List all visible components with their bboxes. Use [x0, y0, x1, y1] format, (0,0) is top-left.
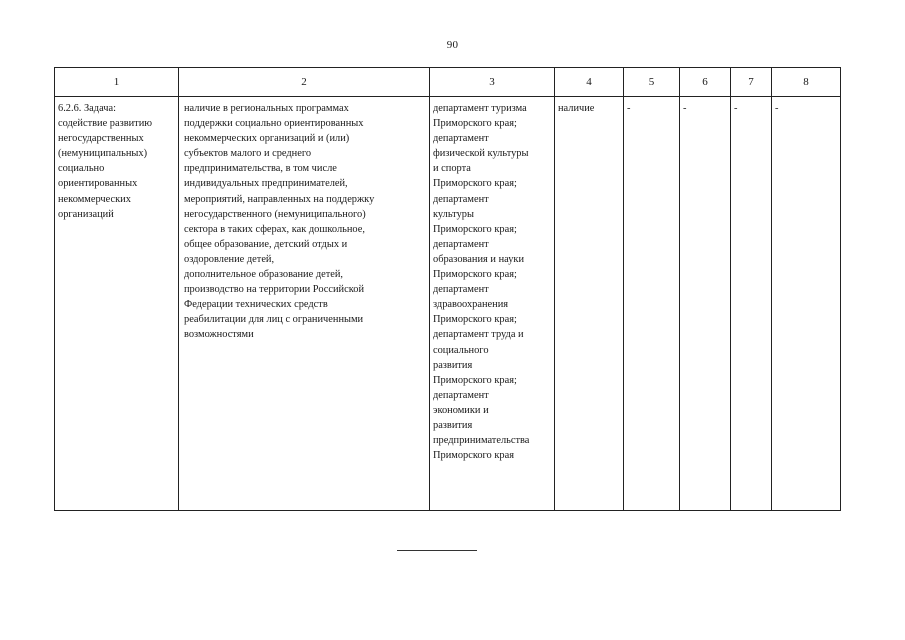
header-cell-4: 4: [555, 68, 624, 97]
header-cell-5: 5: [624, 68, 680, 97]
document-table: [54, 67, 841, 511]
col5-cell: [624, 97, 680, 511]
col7-cell: [731, 97, 772, 511]
header-cell-8: 8: [772, 68, 841, 97]
task-text: 6.2.6. Задача: содействие развитию негосударственных (немуниципальных) социально ориентированных некоммерческих организаций: [58, 103, 153, 220]
table-row: [55, 97, 841, 511]
task-cell: [55, 97, 179, 511]
col5-text: -: [627, 103, 631, 114]
responsible-text: департамент туризма Приморского края; департамент физической культуры и спорта Приморского края; департамент культуры Приморского края; департамент образования и науки Приморского края; департамент здравоохранения Приморского края; департамент труда и социального развития Приморского края; департамент экономики и развития предпринимательства Приморского края: [433, 103, 530, 462]
col8-text: -: [775, 103, 779, 114]
responsible-cell: [430, 97, 555, 511]
col4-cell: [555, 97, 624, 511]
header-cell-2: 2: [179, 68, 430, 97]
header-cell-3: 3: [430, 68, 555, 97]
col8-cell: [772, 97, 841, 511]
header-row: [55, 68, 841, 97]
col7-text: -: [734, 103, 738, 114]
indicator-text: наличие в региональных программах поддержки социально ориентированных некоммерческих организаций и (или) субъектов малого и среднего предпринимательства, в том числе индивидуальных предпринимателей, мероприятий, направленных на поддержку негосударственного (немуниципального) сектора в таких сферах, как дошкольное, общее образование, детский отдых и оздоровление детей, дополнительное образование детей, производство на территории Российской Федерации технических средств реабилитации для лиц с ограниченными возможностями: [184, 103, 375, 341]
header-cell-6: 6: [680, 68, 731, 97]
footnote-divider: [397, 550, 477, 551]
indicator-cell: [179, 97, 430, 511]
col6-text: -: [683, 103, 687, 114]
col4-text: наличие: [558, 103, 595, 114]
header-cell-7: 7: [731, 68, 772, 97]
header-cell-1: 1: [55, 68, 179, 97]
page-number: 90: [446, 39, 459, 51]
col6-cell: [680, 97, 731, 511]
